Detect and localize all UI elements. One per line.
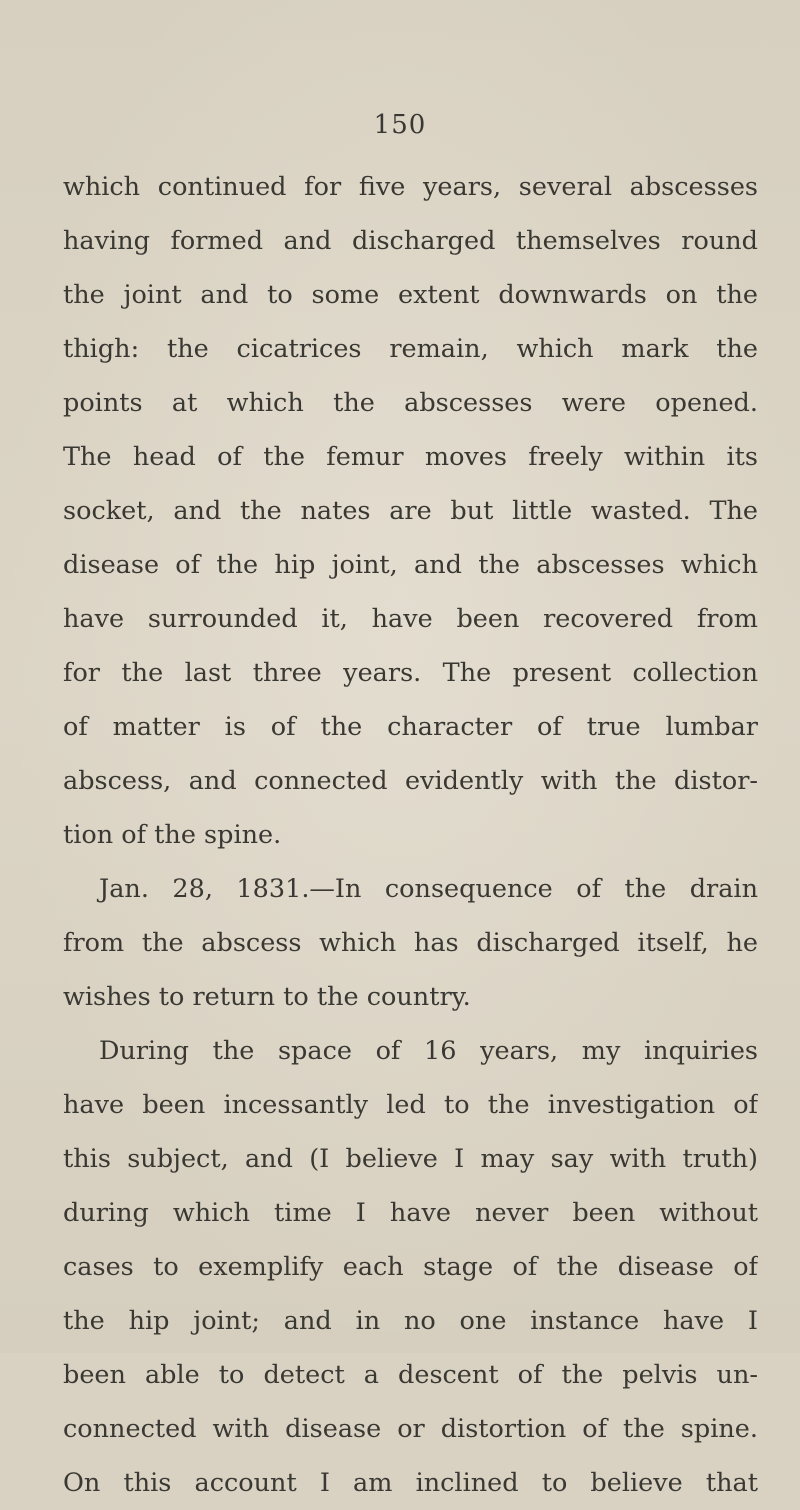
text-line: points at which the abscesses were opened. [63, 388, 758, 418]
text-line: The head of the femur moves freely within its [63, 442, 758, 472]
text-line: tion of the spine. [63, 820, 282, 850]
text-line: been able to detect a descent of the pelvis un- [63, 1360, 758, 1390]
text-line: from the abscess which has discharged itself, he [63, 928, 758, 958]
text-line: for the last three years. The present collection [63, 658, 758, 688]
text-line: the joint and to some extent downwards on the [63, 280, 758, 310]
text-line: the hip joint; and in no one instance have I [63, 1306, 758, 1336]
text-line: On this account I am inclined to believe that [63, 1468, 758, 1498]
text-line: during which time I have never been without [63, 1198, 758, 1228]
text-line: abscess, and connected evidently with the distor- [63, 766, 758, 796]
text-line: wishes to return to the country. [63, 982, 471, 1012]
page-number: 150 [373, 110, 427, 140]
text-line: thigh: the cicatrices remain, which mark the [63, 334, 758, 364]
text-line: disease of the hip joint, and the abscesses which [63, 550, 758, 580]
text-line: During the space of 16 years, my inquiries [99, 1036, 758, 1066]
text-line: which continued for five years, several abscesses [63, 172, 758, 202]
body-text [63, 160, 758, 1510]
text-line: cases to exemplify each stage of the disease of [63, 1252, 758, 1282]
text-line: having formed and discharged themselves round [63, 226, 758, 256]
text-line: have been incessantly led to the investigation of [63, 1090, 758, 1120]
text-line: connected with disease or distortion of the spine. [63, 1414, 758, 1444]
text-line: Jan. 28, 1831.—In consequence of the drain [99, 874, 758, 904]
text-line: have surrounded it, have been recovered from [63, 604, 758, 634]
text-line: this subject, and (I believe I may say with truth) [63, 1144, 758, 1174]
text-line: of matter is of the character of true lumbar [63, 712, 758, 742]
text-line: socket, and the nates are but little wasted. The [63, 496, 758, 526]
